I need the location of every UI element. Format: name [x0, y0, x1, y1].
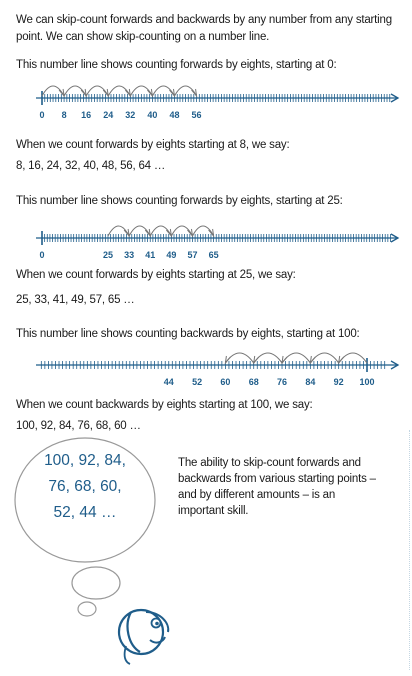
thought-line-3: 52, 44 … — [53, 504, 117, 521]
section-2-sequence: 25, 33, 41, 49, 57, 65 … — [16, 294, 135, 306]
tick-label: 44 — [163, 377, 174, 387]
section-2-title: This number line shows counting forwards by eights, starting at 25: — [16, 195, 343, 207]
tick-label: 8 — [61, 110, 67, 120]
thought-line-1: 100, 92, 84, — [44, 452, 126, 469]
section-1-title: This number line shows counting forwards by eights, starting at 0: — [16, 59, 337, 71]
section-2-summary-intro: When we count forwards by eights starting at 25, we say: — [16, 269, 296, 281]
tick-label: 32 — [125, 110, 136, 120]
tick-label: 56 — [191, 110, 202, 120]
tick-label: 25 — [102, 250, 114, 260]
intro-text: We can skip-count forwards and backwards by any number from any starting point. We can show skip-counting on a number line. — [16, 14, 392, 43]
tick-label: 0 — [39, 110, 45, 120]
tick-label: 0 — [39, 250, 45, 260]
tick-label: 100 — [359, 377, 375, 387]
tick-label: 24 — [103, 110, 114, 120]
tick-label: 60 — [220, 377, 231, 387]
tick-label: 76 — [277, 377, 288, 387]
page-edge-divider — [409, 430, 410, 670]
section-1-sequence: 8, 16, 24, 32, 40, 48, 56, 64 … — [16, 160, 166, 172]
tick-label: 65 — [208, 250, 219, 260]
tick-label: 57 — [187, 250, 198, 260]
section-3-title: This number line shows counting backwards by eights, starting at 100: — [16, 328, 360, 340]
section-1-summary-intro: When we count forwards by eights starting at 8, we say: — [16, 139, 290, 151]
tick-label: 68 — [248, 377, 259, 387]
tick-label: 84 — [305, 377, 316, 387]
section-3-summary-intro: When we count backwards by eights starting at 100, we say: — [16, 399, 313, 411]
tick-label: 41 — [145, 250, 156, 260]
tick-label: 52 — [192, 377, 203, 387]
tick-label: 16 — [81, 110, 92, 120]
tick-label: 48 — [169, 110, 180, 120]
thought-line-2: 76, 68, 60, — [48, 478, 122, 495]
tick-label: 92 — [333, 377, 344, 387]
tick-label: 49 — [166, 250, 177, 260]
section-3-sequence: 100, 92, 84, 76, 68, 60 … — [16, 420, 141, 432]
skill-note: The ability to skip-count forwards and backwards from various starting points – and by different amounts – is an important skill. — [178, 457, 376, 517]
tick-label: 33 — [124, 250, 135, 260]
tick-label: 40 — [147, 110, 158, 120]
